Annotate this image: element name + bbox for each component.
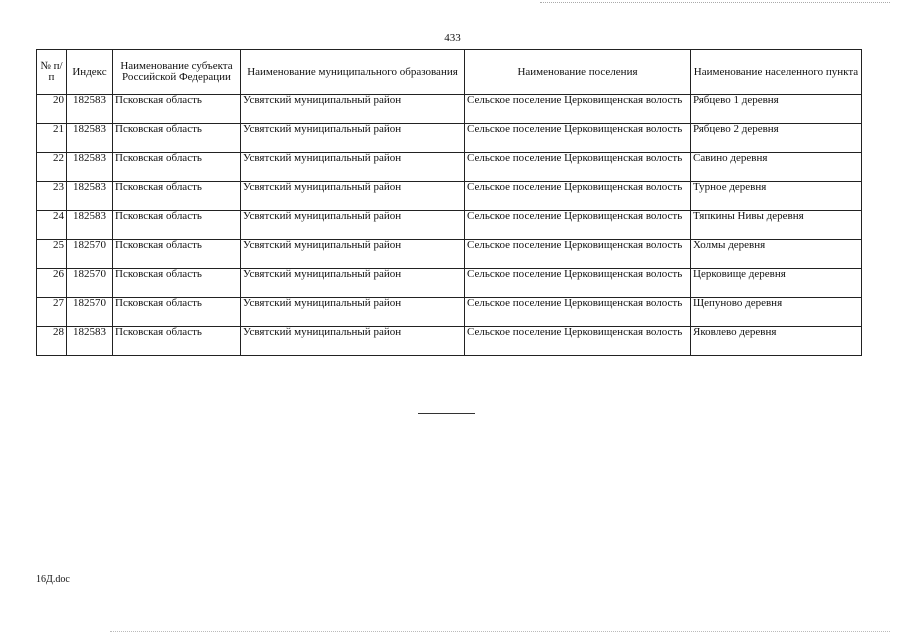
cell-subject: Псковская область bbox=[113, 95, 241, 124]
cell-num: 25 bbox=[37, 240, 67, 269]
cell-settlement: Сельское поселение Церковищенская волость bbox=[465, 240, 691, 269]
table-row bbox=[37, 269, 862, 298]
table-row bbox=[37, 153, 862, 182]
cell-municipality: Усвятский муниципальный район bbox=[241, 240, 465, 269]
table-row bbox=[37, 240, 862, 269]
cell-municipality: Усвятский муниципальный район bbox=[241, 124, 465, 153]
cell-num: 20 bbox=[37, 95, 67, 124]
cell-locality: Холмы деревня bbox=[691, 240, 862, 269]
table-header-row bbox=[37, 50, 862, 95]
cell-locality: Рябцево 2 деревня bbox=[691, 124, 862, 153]
cell-index: 182583 bbox=[67, 124, 113, 153]
page-number: 433 bbox=[444, 32, 461, 44]
cell-settlement: Сельское поселение Церковищенская волость bbox=[465, 211, 691, 240]
cell-subject: Псковская область bbox=[113, 182, 241, 211]
cell-settlement: Сельское поселение Церковищенская волость bbox=[465, 153, 691, 182]
cell-locality: Савино деревня bbox=[691, 153, 862, 182]
cell-settlement: Сельское поселение Церковищенская волость bbox=[465, 298, 691, 327]
scan-artifact-bottom bbox=[110, 631, 890, 632]
cell-index: 182570 bbox=[67, 298, 113, 327]
cell-municipality: Усвятский муниципальный район bbox=[241, 182, 465, 211]
cell-subject: Псковская область bbox=[113, 240, 241, 269]
header-settlement: Наименование поселения bbox=[465, 50, 691, 95]
cell-locality: Церковище деревня bbox=[691, 269, 862, 298]
cell-index: 182583 bbox=[67, 327, 113, 356]
cell-subject: Псковская область bbox=[113, 269, 241, 298]
cell-subject: Псковская область bbox=[113, 153, 241, 182]
cell-index: 182583 bbox=[67, 95, 113, 124]
cell-num: 27 bbox=[37, 298, 67, 327]
table-row bbox=[37, 95, 862, 124]
localities-table bbox=[36, 49, 862, 356]
header-locality: Наименование населенного пункта bbox=[691, 50, 862, 95]
cell-num: 23 bbox=[37, 182, 67, 211]
cell-settlement: Сельское поселение Церковищенская волость bbox=[465, 327, 691, 356]
table-row bbox=[37, 327, 862, 356]
table-row bbox=[37, 211, 862, 240]
cell-index: 182583 bbox=[67, 153, 113, 182]
cell-subject: Псковская область bbox=[113, 211, 241, 240]
cell-municipality: Усвятский муниципальный район bbox=[241, 269, 465, 298]
cell-index: 182583 bbox=[67, 211, 113, 240]
cell-settlement: Сельское поселение Церковищенская волость bbox=[465, 124, 691, 153]
cell-locality: Тяпкины Нивы деревня bbox=[691, 211, 862, 240]
header-subject: Наименование субъекта Российской Федерации bbox=[113, 50, 241, 95]
cell-subject: Псковская область bbox=[113, 124, 241, 153]
scan-artifact-top bbox=[540, 2, 890, 3]
table-row bbox=[37, 182, 862, 211]
cell-municipality: Усвятский муниципальный район bbox=[241, 298, 465, 327]
header-municipality: Наименование муниципального образования bbox=[241, 50, 465, 95]
cell-locality: Яковлево деревня bbox=[691, 327, 862, 356]
header-index: Индекс bbox=[67, 50, 113, 95]
table-row bbox=[37, 298, 862, 327]
cell-subject: Псковская область bbox=[113, 327, 241, 356]
cell-municipality: Усвятский муниципальный район bbox=[241, 211, 465, 240]
cell-locality: Турное деревня bbox=[691, 182, 862, 211]
end-of-table-rule bbox=[418, 413, 475, 414]
cell-num: 22 bbox=[37, 153, 67, 182]
cell-locality: Щепуново деревня bbox=[691, 298, 862, 327]
cell-num: 26 bbox=[37, 269, 67, 298]
cell-settlement: Сельское поселение Церковищенская волость bbox=[465, 182, 691, 211]
header-num: № п/п bbox=[37, 50, 67, 95]
cell-settlement: Сельское поселение Церковищенская волость bbox=[465, 95, 691, 124]
cell-municipality: Усвятский муниципальный район bbox=[241, 327, 465, 356]
cell-index: 182570 bbox=[67, 240, 113, 269]
cell-index: 182583 bbox=[67, 182, 113, 211]
cell-municipality: Усвятский муниципальный район bbox=[241, 95, 465, 124]
cell-settlement: Сельское поселение Церковищенская волость bbox=[465, 269, 691, 298]
cell-locality: Рябцево 1 деревня bbox=[691, 95, 862, 124]
cell-municipality: Усвятский муниципальный район bbox=[241, 153, 465, 182]
cell-num: 24 bbox=[37, 211, 67, 240]
footer-filename: 16Д.doc bbox=[36, 574, 70, 585]
cell-index: 182570 bbox=[67, 269, 113, 298]
table-row bbox=[37, 124, 862, 153]
cell-subject: Псковская область bbox=[113, 298, 241, 327]
cell-num: 21 bbox=[37, 124, 67, 153]
cell-num: 28 bbox=[37, 327, 67, 356]
